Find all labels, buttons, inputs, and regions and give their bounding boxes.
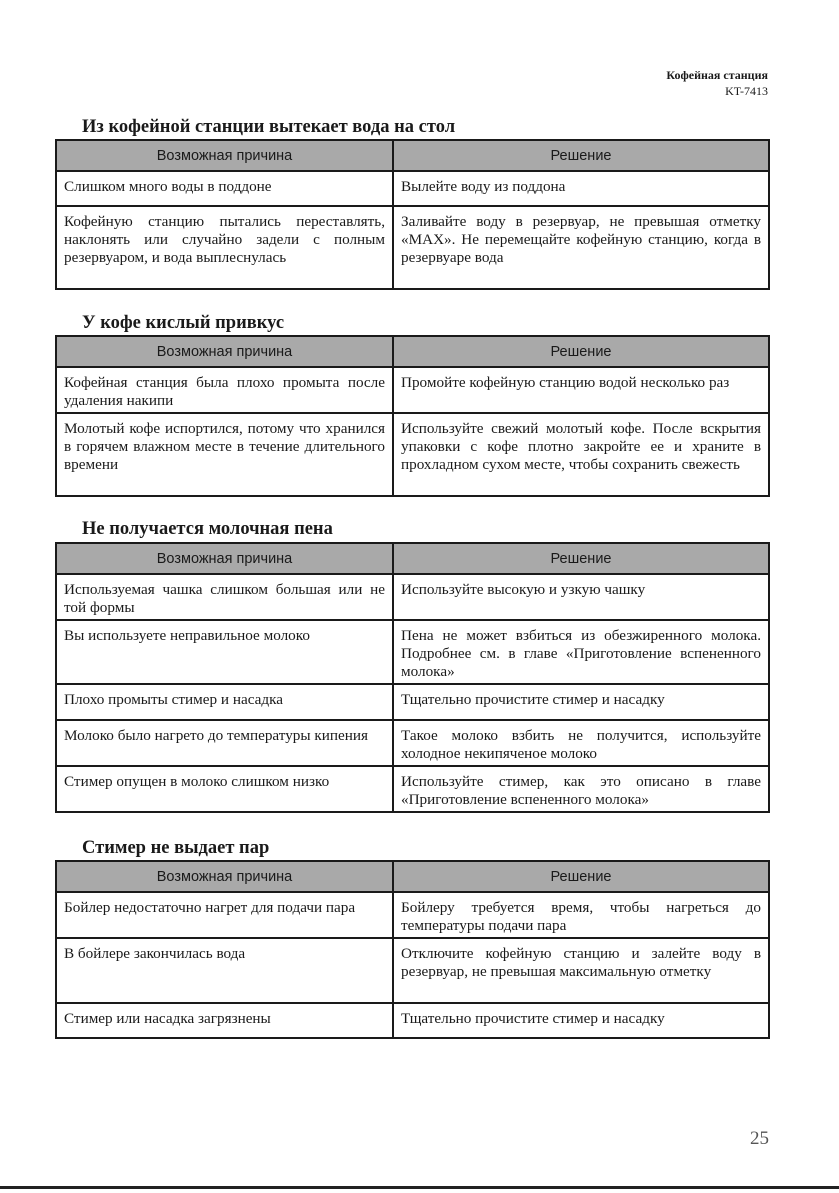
cause-cell: Плохо промыты стимер и насадка <box>56 684 393 720</box>
solution-cell: Пена не может взбиться из обезжиренного молока. Подробнее см. в главе «Приготовление вспененного молока» <box>393 620 769 684</box>
cause-cell: Бойлер недостаточно нагрет для подачи пара <box>56 892 393 938</box>
solution-cell: Тщательно прочистите стимер и насадку <box>393 1003 769 1038</box>
solution-cell: Вылейте воду из поддона <box>393 171 769 206</box>
table-row <box>56 620 769 684</box>
table-row <box>56 367 769 413</box>
solution-cell: Используйте высокую и узкую чашку <box>393 574 769 620</box>
table-row <box>56 684 769 720</box>
column-header-solution: Решение <box>393 140 769 171</box>
table-row <box>56 1003 769 1038</box>
column-header-cause: Возможная причина <box>56 861 393 892</box>
column-header-cause: Возможная причина <box>56 140 393 171</box>
column-header-solution: Решение <box>393 861 769 892</box>
cause-cell: Используемая чашка слишком большая или не той формы <box>56 574 393 620</box>
solution-cell: Бойлеру требуется время, чтобы нагреться до температуры подачи пара <box>393 892 769 938</box>
solution-cell: Тщательно прочистите стимер и насадку <box>393 684 769 720</box>
troubleshoot-table-no-steam <box>55 860 770 1039</box>
cause-cell: Кофейную станцию пытались переставлять, наклонять или случайно задели с полным резервуаром, и вода выплеснулась <box>56 206 393 289</box>
column-header-cause: Возможная причина <box>56 543 393 574</box>
cause-cell: Вы используете неправильное молоко <box>56 620 393 684</box>
column-header-solution: Решение <box>393 336 769 367</box>
column-header-cause: Возможная причина <box>56 336 393 367</box>
solution-cell: Такое молоко взбить не получится, используйте холодное некипяченое молоко <box>393 720 769 766</box>
cause-cell: Стимер опущен в молоко слишком низко <box>56 766 393 812</box>
table-row <box>56 892 769 938</box>
table-row <box>56 413 769 496</box>
cause-cell: Стимер или насадка загрязнены <box>56 1003 393 1038</box>
table-row <box>56 720 769 766</box>
solution-cell: Используйте свежий молотый кофе. После вскрытия упаковки с кофе плотно закройте ее и храните в прохладном сухом месте, чтобы сохранить свежесть <box>393 413 769 496</box>
solution-cell: Промойте кофейную станцию водой несколько раз <box>393 367 769 413</box>
column-header-solution: Решение <box>393 543 769 574</box>
troubleshoot-table-milk-foam <box>55 542 770 813</box>
solution-cell: Заливайте воду в резервуар, не превышая отметку «MAX». Не перемещайте кофейную станцию, когда в резервуаре вода <box>393 206 769 289</box>
section-title-milk-foam: Не получается молочная пена <box>82 519 333 539</box>
solution-cell: Отключите кофейную станцию и залейте воду в резервуар, не превышая максимальную отметку <box>393 938 769 1003</box>
table-row <box>56 938 769 1003</box>
solution-cell: Используйте стимер, как это описано в главе «Приготовление вспененного молока» <box>393 766 769 812</box>
troubleshoot-table-water-leak <box>55 139 770 290</box>
table-row <box>56 206 769 289</box>
cause-cell: Молоко было нагрето до температуры кипения <box>56 720 393 766</box>
bottom-divider <box>0 1186 839 1189</box>
section-title-water-leak: Из кофейной станции вытекает вода на стол <box>82 117 456 137</box>
cause-cell: Слишком много воды в поддоне <box>56 171 393 206</box>
table-row <box>56 171 769 206</box>
cause-cell: Кофейная станция была плохо промыта после удаления накипи <box>56 367 393 413</box>
table-row <box>56 766 769 812</box>
section-title-sour-taste: У кофе кислый привкус <box>82 313 285 333</box>
page-number: 25 <box>750 1128 769 1149</box>
troubleshoot-table-sour-taste <box>55 335 770 497</box>
page-header <box>666 67 768 99</box>
model-number: KT-7413 <box>725 84 768 98</box>
cause-cell: В бойлере закончилась вода <box>56 938 393 1003</box>
product-name: Кофейная станция <box>666 68 768 82</box>
table-row <box>56 574 769 620</box>
cause-cell: Молотый кофе испортился, потому что хранился в горячем влажном месте в течение длительного времени <box>56 413 393 496</box>
section-title-no-steam: Стимер не выдает пар <box>82 838 270 858</box>
